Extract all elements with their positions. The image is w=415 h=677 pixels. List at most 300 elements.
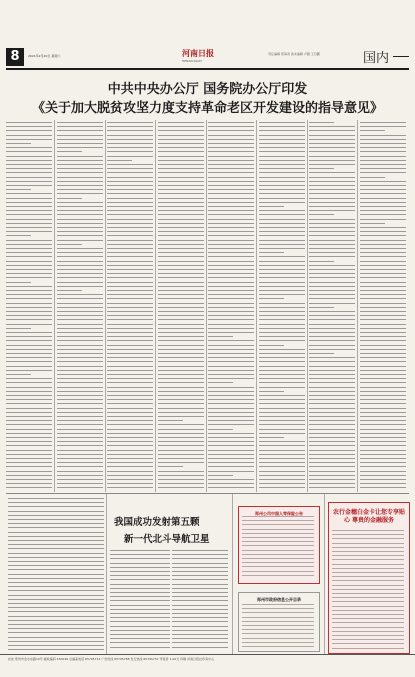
- text-line: [107, 139, 153, 140]
- text-line: [309, 466, 355, 467]
- text-line: [158, 319, 204, 320]
- text-line: [6, 156, 52, 157]
- text-line: [110, 567, 170, 568]
- text-line: [107, 412, 153, 413]
- text-line: [259, 126, 305, 127]
- text-line: [158, 307, 204, 308]
- text-line: [208, 147, 254, 148]
- text-line: [57, 332, 103, 333]
- text-line: [8, 527, 104, 528]
- masthead: 河南日报: [182, 48, 214, 58]
- text-line: [360, 273, 406, 274]
- text-line: [6, 210, 52, 211]
- text-line: [107, 324, 153, 325]
- text-line: [6, 168, 52, 169]
- text-line: [110, 626, 170, 627]
- text-line: [158, 399, 204, 400]
- text-line: [259, 437, 284, 438]
- text-line: [309, 273, 355, 274]
- text-line: [208, 429, 233, 430]
- text-line: [309, 231, 355, 232]
- text-line: [172, 600, 228, 601]
- text-line: [6, 298, 52, 299]
- text-line: [107, 277, 153, 278]
- text-line: [259, 185, 305, 186]
- text-line: [110, 588, 170, 589]
- text-line: [172, 638, 228, 639]
- text-line: [208, 298, 254, 299]
- text-line: [158, 475, 204, 476]
- text-line: [242, 646, 314, 647]
- text-line: [309, 429, 355, 430]
- text-line: [107, 143, 153, 144]
- text-line: [107, 454, 153, 455]
- text-line: [158, 235, 204, 236]
- text-line: [6, 340, 52, 341]
- text-line: [208, 332, 254, 333]
- column-divider: [357, 120, 358, 492]
- text-line: [309, 202, 355, 203]
- text-line: [107, 487, 153, 488]
- text-line: [57, 429, 103, 430]
- text-line: [360, 395, 406, 396]
- text-line: [158, 441, 204, 442]
- text-line: [172, 605, 228, 606]
- text-line: [107, 479, 153, 480]
- text-line: [360, 261, 406, 262]
- satellite-headline-2: 新一代北斗导航卫星: [124, 534, 210, 545]
- text-line: [57, 424, 103, 425]
- text-line: [309, 248, 355, 249]
- text-line: [110, 600, 170, 601]
- text-line: [6, 256, 52, 257]
- text-line: [208, 160, 254, 161]
- text-line: [208, 370, 254, 371]
- text-line: [259, 471, 305, 472]
- text-column: [309, 120, 355, 492]
- text-line: [107, 378, 153, 379]
- text-line: [6, 303, 52, 304]
- text-line: [158, 483, 204, 484]
- text-line: [309, 164, 355, 165]
- text-line: [208, 466, 254, 467]
- text-line: [332, 543, 404, 544]
- text-line: [309, 265, 355, 266]
- text-line: [158, 391, 204, 392]
- text-line: [259, 168, 305, 169]
- text-line: [309, 315, 355, 316]
- text-line: [259, 458, 305, 459]
- text-line: [158, 156, 204, 157]
- text-line: [259, 324, 305, 325]
- text-line: [158, 164, 204, 165]
- text-line: [8, 599, 104, 600]
- text-line: [57, 370, 103, 371]
- page-header: [6, 46, 409, 70]
- text-line: [309, 475, 355, 476]
- text-line: [107, 353, 153, 354]
- text-line: [107, 235, 153, 236]
- text-line: [360, 269, 406, 270]
- text-line: [309, 450, 355, 451]
- text-line: [309, 294, 355, 295]
- text-line: [6, 378, 52, 379]
- text-line: [208, 336, 233, 337]
- text-line: [259, 345, 284, 346]
- text-line: [208, 135, 254, 136]
- text-line: [6, 214, 52, 215]
- text-line: [8, 632, 104, 633]
- text-line: [107, 466, 153, 467]
- text-line: [360, 223, 385, 224]
- text-line: [158, 265, 204, 266]
- text-line: [360, 202, 406, 203]
- text-line: [332, 618, 404, 619]
- text-line: [172, 567, 228, 568]
- text-line: [57, 378, 103, 379]
- text-line: [57, 298, 103, 299]
- text-line: [6, 269, 52, 270]
- text-line: [360, 416, 406, 417]
- text-line: [208, 193, 254, 194]
- text-line: [360, 399, 406, 400]
- text-line: [6, 244, 52, 245]
- text-line: [8, 607, 104, 608]
- text-line: [172, 642, 228, 643]
- text-line: [158, 122, 204, 123]
- text-line: [172, 592, 228, 593]
- text-line: [332, 572, 404, 573]
- text-line: [57, 261, 103, 262]
- text-line: [6, 399, 52, 400]
- text-line: [259, 252, 284, 253]
- text-line: [360, 277, 406, 278]
- text-line: [242, 545, 314, 546]
- text-line: [6, 181, 52, 182]
- text-line: [6, 387, 52, 388]
- text-line: [242, 537, 314, 538]
- text-line: [309, 424, 355, 425]
- text-line: [208, 248, 254, 249]
- text-line: [158, 416, 204, 417]
- text-line: [332, 622, 404, 623]
- text-line: [208, 458, 254, 459]
- text-line: [242, 533, 314, 534]
- text-line: [57, 172, 103, 173]
- headline-line1: 中共中央办公厅 国务院办公厅印发: [107, 82, 308, 97]
- text-line: [208, 219, 254, 220]
- text-line: [6, 193, 52, 194]
- text-line: [107, 181, 153, 182]
- text-line: [57, 223, 103, 224]
- text-line: [259, 198, 305, 199]
- text-line: [309, 437, 355, 438]
- text-line: [172, 613, 228, 614]
- text-line: [332, 635, 404, 636]
- text-line: [110, 605, 170, 606]
- text-line: [332, 585, 404, 586]
- text-line: [309, 177, 355, 178]
- text-line: [309, 193, 355, 194]
- text-line: [360, 227, 406, 228]
- text-line: [107, 156, 153, 157]
- column-divider: [256, 120, 257, 492]
- text-line: [110, 558, 170, 559]
- text-line: [332, 606, 404, 607]
- masthead-sub: HENAN DAILY: [182, 59, 202, 63]
- text-column: [208, 120, 254, 492]
- text-line: [57, 294, 103, 295]
- text-line: [309, 126, 355, 127]
- text-line: [158, 328, 204, 329]
- text-line: [158, 420, 183, 421]
- text-line: [172, 634, 228, 635]
- text-line: [309, 206, 355, 207]
- text-line: [158, 273, 204, 274]
- text-line: [158, 324, 204, 325]
- text-line: [259, 277, 305, 278]
- text-line: [158, 193, 204, 194]
- text-line: [360, 139, 406, 140]
- text-line: [360, 408, 406, 409]
- text-line: [57, 357, 103, 358]
- text-line: [57, 441, 103, 442]
- text-line: [107, 429, 153, 430]
- text-line: [259, 378, 305, 379]
- text-line: [6, 172, 52, 173]
- text-line: [158, 315, 204, 316]
- text-line: [57, 458, 103, 459]
- text-line: [57, 454, 103, 455]
- text-line: [360, 382, 406, 383]
- text-line: [172, 617, 228, 618]
- text-line: [158, 227, 204, 228]
- text-line: [208, 202, 254, 203]
- text-line: [57, 231, 103, 232]
- text-line: [259, 466, 305, 467]
- text-line: [172, 550, 228, 551]
- text-line: [259, 282, 305, 283]
- text-line: [208, 471, 254, 472]
- headline-line2: 《关于加大脱贫攻坚力度支持革命老区开发建设的指导意见》: [31, 101, 383, 116]
- text-line: [172, 647, 228, 648]
- text-line: [57, 391, 103, 392]
- text-line: [6, 466, 52, 467]
- text-line: [107, 168, 153, 169]
- text-line: [360, 307, 406, 308]
- text-line: [360, 214, 406, 215]
- text-line: [8, 502, 104, 503]
- text-line: [309, 143, 355, 144]
- text-line: [332, 559, 404, 560]
- text-line: [107, 164, 153, 165]
- text-line: [57, 198, 82, 199]
- text-line: [57, 483, 103, 484]
- text-line: [208, 366, 254, 367]
- text-line: [208, 256, 254, 257]
- text-line: [259, 261, 305, 262]
- text-line: [259, 172, 305, 173]
- text-line: [259, 450, 305, 451]
- text-line: [57, 303, 103, 304]
- text-line: [8, 565, 104, 566]
- text-line: [6, 420, 52, 421]
- text-line: [360, 206, 406, 207]
- text-line: [6, 189, 31, 190]
- text-line: [57, 336, 103, 337]
- text-line: [8, 540, 104, 541]
- text-line: [208, 433, 254, 434]
- text-line: [57, 269, 103, 270]
- text-line: [107, 311, 153, 312]
- text-line: [259, 286, 305, 287]
- text-line: [309, 256, 355, 257]
- text-line: [107, 345, 153, 346]
- text-line: [309, 391, 355, 392]
- text-line: [360, 235, 406, 236]
- text-line: [6, 332, 52, 333]
- text-line: [6, 315, 52, 316]
- text-line: [259, 349, 305, 350]
- text-line: [8, 561, 104, 562]
- text-line: [158, 336, 204, 337]
- text-line: [6, 424, 52, 425]
- text-line: [8, 498, 104, 499]
- text-line: [259, 332, 305, 333]
- text-line: [259, 231, 305, 232]
- text-line: [259, 135, 305, 136]
- text-line: [360, 265, 406, 266]
- text-line: [259, 151, 305, 152]
- text-line: [259, 340, 305, 341]
- insurance-notice-title: 郑州公司中国人寿保险公告: [255, 511, 303, 516]
- text-line: [110, 617, 170, 618]
- text-line: [57, 416, 103, 417]
- text-line: [110, 571, 170, 572]
- text-line: [309, 185, 355, 186]
- text-line: [208, 382, 233, 383]
- text-line: [259, 319, 305, 320]
- text-line: [208, 307, 254, 308]
- text-line: [259, 441, 305, 442]
- text-line: [208, 420, 254, 421]
- text-line: [259, 139, 305, 140]
- text-line: [57, 189, 103, 190]
- text-line: [172, 621, 228, 622]
- text-line: [8, 620, 104, 621]
- text-line: [57, 324, 103, 325]
- text-line: [8, 641, 104, 642]
- text-line: [6, 328, 31, 329]
- text-line: [158, 177, 204, 178]
- text-line: [332, 568, 404, 569]
- text-line: [6, 235, 31, 236]
- text-line: [259, 479, 305, 480]
- text-line: [259, 273, 305, 274]
- text-line: [158, 219, 204, 220]
- text-line: [332, 648, 404, 649]
- text-line: [259, 336, 305, 337]
- text-line: [107, 202, 153, 203]
- text-line: [242, 550, 314, 551]
- text-line: [309, 139, 355, 140]
- text-line: [172, 584, 228, 585]
- text-line: [309, 441, 355, 442]
- text-line: [208, 130, 254, 131]
- text-line: [208, 172, 254, 173]
- text-line: [309, 454, 355, 455]
- text-line: [208, 185, 254, 186]
- text-line: [242, 529, 314, 530]
- text-line: [158, 345, 204, 346]
- text-line: [57, 399, 103, 400]
- column-divider: [105, 120, 106, 492]
- text-line: [6, 361, 52, 362]
- text-line: [110, 621, 170, 622]
- text-line: [107, 298, 153, 299]
- text-line: [57, 311, 103, 312]
- text-line: [309, 135, 355, 136]
- text-line: [57, 420, 103, 421]
- text-line: [309, 286, 355, 287]
- text-line: [208, 416, 254, 417]
- text-line: [332, 538, 404, 539]
- text-line: [309, 290, 355, 291]
- text-line: [360, 164, 406, 165]
- text-line: [107, 231, 153, 232]
- text-line: [208, 324, 254, 325]
- text-line: [360, 151, 406, 152]
- text-line: [107, 374, 153, 375]
- text-line: [6, 282, 31, 283]
- text-line: [360, 240, 406, 241]
- column-divider: [206, 120, 207, 492]
- text-line: [57, 437, 103, 438]
- text-line: [6, 416, 52, 417]
- text-line: [309, 332, 355, 333]
- text-line: [360, 471, 406, 472]
- text-line: [360, 483, 406, 484]
- text-line: [208, 475, 233, 476]
- text-line: [6, 290, 52, 291]
- text-line: [309, 240, 355, 241]
- text-line: [360, 177, 385, 178]
- text-line: [309, 160, 355, 161]
- text-line: [309, 147, 355, 148]
- text-line: [6, 357, 52, 358]
- text-line: [208, 227, 254, 228]
- text-line: [242, 608, 314, 609]
- text-line: [57, 479, 103, 480]
- text-line: [158, 269, 204, 270]
- text-line: [6, 374, 31, 375]
- text-line: [107, 450, 153, 451]
- text-line: [6, 429, 52, 430]
- text-line: [208, 483, 254, 484]
- text-line: [360, 143, 406, 144]
- text-line: [107, 269, 153, 270]
- text-line: [259, 269, 305, 270]
- text-line: [158, 248, 204, 249]
- text-line: [6, 219, 52, 220]
- text-line: [208, 206, 254, 207]
- text-line: [6, 437, 52, 438]
- text-line: [309, 151, 355, 152]
- text-line: [360, 391, 406, 392]
- text-line: [6, 160, 52, 161]
- text-line: [172, 596, 228, 597]
- text-line: [6, 345, 52, 346]
